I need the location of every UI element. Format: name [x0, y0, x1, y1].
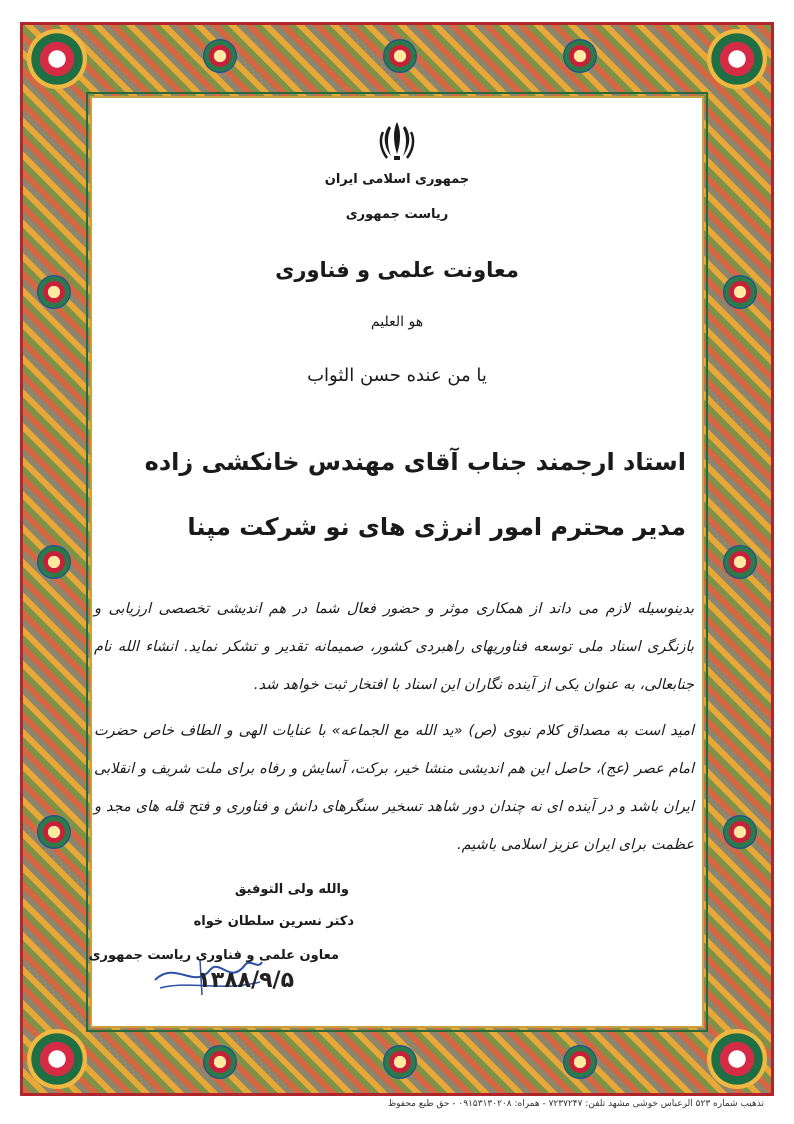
footer-credit: تذهیب شماره ۵۲۳ الرعباس خوشی مشهد تلفن: ۷۲۳۷۲۴۷ - همراه: ۰۹۱۵۳۱۳۰۲۰۸ - حق طبع محفوظ — [387, 1099, 764, 1109]
signer-title: معاون علمی و فناوری ریاست جمهوری — [88, 948, 339, 963]
border-rosette — [723, 815, 757, 849]
body-paragraph-2: امید است به مصداق کلام نبوی (ص) «ید الله مع الجماعه» با عنایات الهی و الطاف خاص حضرت امام عصر (عج)، حاصل این هم اندیشی منشا خیر، برکت، آسایش و رفاه برای ملت شریف و انقلابی ایران باشد و در آینده ای نه چندان دور شاهد تسخیر سنگرهای دانش و فناوری و فتح قله های مجد و عظمت برای ایران عزیز اسلامی باشیم. — [94, 723, 694, 853]
issue-date: ۱۳۸۸/۹/۵ — [197, 968, 294, 993]
recipient-title: مدیر محترم امور انرژی های نو شرکت مپنا — [187, 513, 686, 541]
certificate-body — [94, 590, 694, 872]
border-rosette — [563, 39, 597, 73]
corner-rosette — [27, 1029, 87, 1089]
body-paragraph-1: بدینوسیله لازم می داند از همکاری موثر و حضور فعال شما در هم اندیشی تخصصی ارزیابی و بازنگری اسناد ملی توسعه فناوریهای راهبردی کشور، صمیمانه تقدیر و تشکر نماید. انشاء الله نام جنابعالی، به عنوان یکی از آینده نگاران این اسناد با افتخار ثبت خواهد شد. — [94, 601, 694, 693]
signer-name: دکتر نسرین سلطان خواه — [193, 914, 354, 929]
corner-rosette — [27, 29, 87, 89]
border-rosette — [723, 545, 757, 579]
corner-rosette — [707, 1029, 767, 1089]
closing-phrase: والله ولی التوفیق — [234, 882, 349, 897]
certificate-paper — [90, 96, 704, 1028]
border-rosette — [203, 1045, 237, 1079]
border-rosette — [203, 39, 237, 73]
border-rosette — [563, 1045, 597, 1079]
border-rosette — [383, 1045, 417, 1079]
border-rosette — [37, 815, 71, 849]
border-rosette — [383, 39, 417, 73]
office-name: ریاست جمهوری — [345, 207, 449, 222]
border-rosette — [37, 275, 71, 309]
country-name: جمهوری اسلامی ایران — [324, 172, 470, 187]
border-rosette — [723, 275, 757, 309]
recipient-name: استاد ارجمند جناب آقای مهندس خانکشی زاده — [144, 448, 686, 476]
iran-emblem-icon — [377, 118, 417, 162]
invocation: هو العلیم — [370, 314, 424, 330]
motto: یا من عنده حسن الثواب — [307, 365, 487, 386]
corner-rosette — [707, 29, 767, 89]
border-rosette — [37, 545, 71, 579]
department-name: معاونت علمی و فناوری — [275, 258, 519, 282]
